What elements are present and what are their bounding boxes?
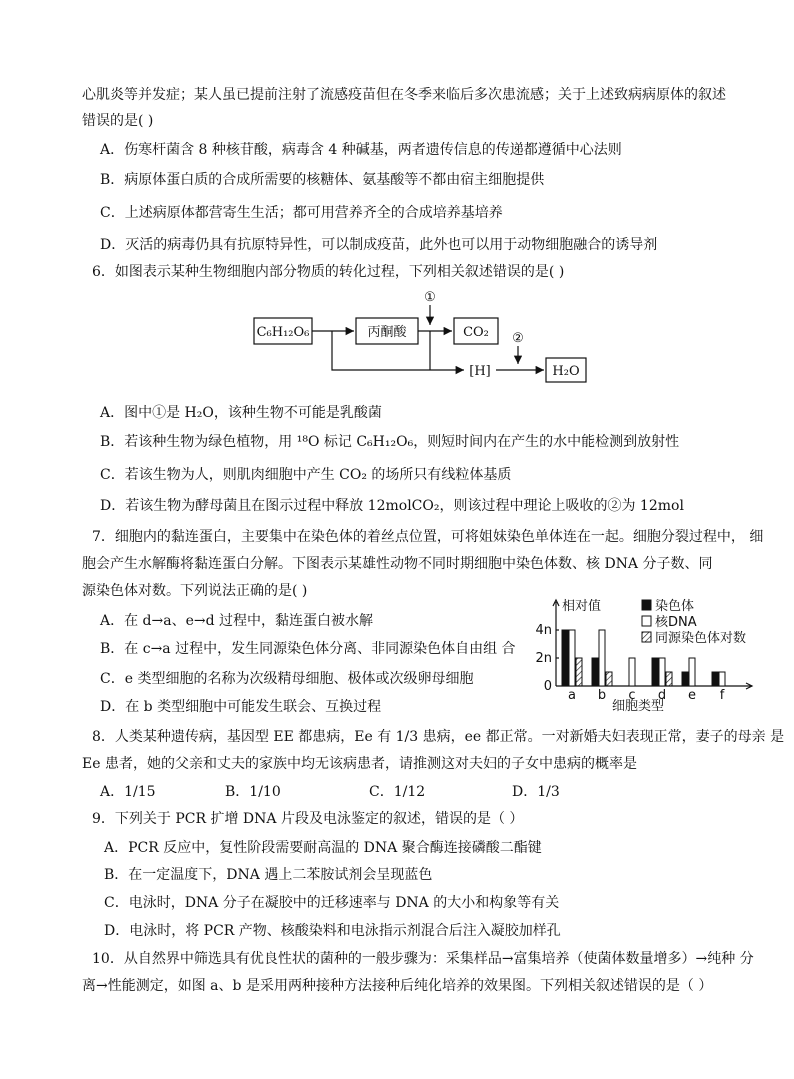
- q5-option-d: D．灭活的病毒仍具有抗原特异性，可以制成疫苗，此外也可以用于动物细胞融合的诱导剂: [100, 237, 658, 253]
- bar-d-0: [652, 658, 658, 686]
- x-tick-label: e: [688, 688, 696, 703]
- metabolism-diagram: [252, 288, 596, 388]
- q5-option-b: B．病原体蛋白质的合成所需要的核糖体、氨基酸等不都由宿主细胞提供: [100, 172, 545, 188]
- x-tick-label: c: [628, 688, 636, 703]
- q6-stem: 6．如图表示某种生物细胞内部分物质的转化过程，下列相关叙述错误的是( ): [92, 264, 565, 280]
- glucose-label: C₆H₁₂O₆: [256, 325, 310, 340]
- h-label: [H]: [469, 364, 491, 379]
- bar-d-2: [666, 672, 672, 686]
- x-tick-label: b: [597, 688, 607, 703]
- bar-b-0: [592, 658, 598, 686]
- bar-e-0: [682, 672, 688, 686]
- q7-stem-line1: 7．细胞内的黏连蛋白，主要集中在染色体的着丝点位置，可将姐妹染色单体连在一起。细胞分裂过程中， 细: [92, 529, 764, 545]
- q10-stem-line1: 10．从自然界中筛选具有优良性状的菌种的一般步骤为：采集样品→富集培养（使菌体数量增多）→纯种 分: [92, 951, 754, 967]
- q8-option-c: C．1/12: [369, 784, 426, 800]
- q9-option-c: C．电泳时，DNA 分子在凝胶中的迁移速率与 DNA 的大小和构象等有关: [104, 895, 560, 911]
- y-tick-label: 0: [543, 679, 552, 694]
- legend-label: 染色体: [655, 599, 695, 614]
- q8-option-b: B．1/10: [225, 784, 281, 800]
- bar-b-2: [606, 672, 612, 686]
- bar-a-0: [562, 630, 568, 686]
- q6-option-a: A．图中①是 H₂O，该种生物不可能是乳酸菌: [100, 405, 382, 421]
- bar-f-1: [719, 672, 725, 686]
- mark-2: ②: [512, 331, 524, 346]
- q9-option-b: B．在一定温度下，DNA 遇上二苯胺试剂会呈现蓝色: [104, 867, 433, 883]
- bar-c-1: [629, 658, 635, 686]
- q8-option-a: A．1/15: [100, 784, 156, 800]
- q6-option-c: C．若该生物为人，则肌肉细胞中产生 CO₂ 的场所只有线粒体基质: [100, 467, 512, 483]
- q7-option-b: B．在 c→a 过程中，发生同源染色体分离、非同源染色体自由组 合: [100, 641, 516, 657]
- q7-stem-line3: 源染色体对数。下列说法正确的是( ): [82, 583, 308, 599]
- q7-option-d: D．在 b 类型细胞中可能发生联会、互换过程: [100, 699, 382, 715]
- bar-e-1: [689, 658, 695, 686]
- x-tick-label: a: [568, 688, 576, 703]
- y-tick-label: 2n: [535, 651, 552, 666]
- h2o-label: H₂O: [552, 364, 580, 379]
- q10-stem-line2: 离→性能测定，如图 a、b 是采用两种接种方法接种后纯化培养的效果图。下列相关叙述错误的是（ ）: [82, 978, 713, 994]
- q6-option-d: D．若该生物为酵母菌且在图示过程中释放 12molCO₂，则该过程中理论上吸收的②为 12mol: [100, 498, 684, 514]
- q8-stem-line1: 8．人类某种遗传病，基因型 EE 都患病，Ee 有 1/3 患病，ee 都正常。一对新婚夫妇表现正常，妻子的母亲 是: [92, 729, 785, 745]
- q5-stem-line1: 心肌炎等并发症；某人虽已提前注射了流感疫苗但在冬季来临后多次患流感；关于上述致病病原体的叙述: [82, 87, 726, 103]
- x-tick-label: d: [657, 688, 667, 703]
- q8-stem-line2: Ee 患者，她的父亲和丈夫的家族中均无该病患者，请推测这对夫妇的子女中患病的概率是: [82, 756, 637, 772]
- cell-type-bar-chart: [532, 596, 768, 716]
- q7-option-a: A．在 d→a、e→d 过程中，黏连蛋白被水解: [100, 613, 374, 629]
- legend-swatch: [642, 600, 651, 610]
- co2-label: CO₂: [463, 325, 489, 340]
- bar-a-2: [576, 658, 582, 686]
- chart-ylabel: 相对值: [562, 599, 602, 614]
- bar-f-0: [712, 672, 718, 686]
- legend-label: 核DNA: [655, 615, 697, 630]
- bar-a-1: [569, 630, 575, 686]
- q8-option-d: D．1/3: [512, 784, 560, 800]
- q5-option-c: C．上述病原体都营寄生生活；都可用营养齐全的合成培养基培养: [100, 205, 503, 221]
- bar-d-1: [659, 658, 665, 686]
- x-tick-label: f: [719, 688, 725, 703]
- chart-xlabel: 细胞类型: [611, 699, 665, 714]
- pyruvate-label: 丙酮酸: [367, 325, 407, 340]
- legend-label: 同源染色体对数: [655, 631, 747, 646]
- q9-stem: 9．下列关于 PCR 扩增 DNA 片段及电泳鉴定的叙述，错误的是（ ）: [92, 811, 524, 827]
- mark-1: ①: [424, 290, 436, 305]
- y-tick-label: 4n: [535, 623, 552, 638]
- q5-option-a: A．伤寒杆菌含 8 种核苷酸，病毒含 4 种碱基，两者遗传信息的传递都遵循中心法则: [100, 142, 622, 158]
- q5-stem-line2: 错误的是( ): [82, 113, 154, 129]
- q6-option-b: B．若该种生物为绿色植物，用 ¹⁸O 标记 C₆H₁₂O₆，则短时间内在产生的水中能检测到放射性: [100, 434, 680, 450]
- bar-b-1: [599, 630, 605, 686]
- q7-stem-line2: 胞会产生水解酶将黏连蛋白分解。下图表示某雄性动物不同时期细胞中染色体数、核 DNA 分子数、同: [82, 556, 713, 572]
- q7-option-c: C．e 类型细胞的名称为次级精母细胞、极体或次级卵母细胞: [100, 671, 474, 687]
- legend-swatch: [642, 616, 651, 626]
- q9-option-d: D．电泳时，将 PCR 产物、核酸染料和电泳指示剂混合后注入凝胶加样孔: [104, 923, 561, 939]
- legend-swatch: [642, 632, 651, 642]
- q9-option-a: A．PCR 反应中，复性阶段需要耐高温的 DNA 聚合酶连接磷酸二酯键: [104, 840, 542, 856]
